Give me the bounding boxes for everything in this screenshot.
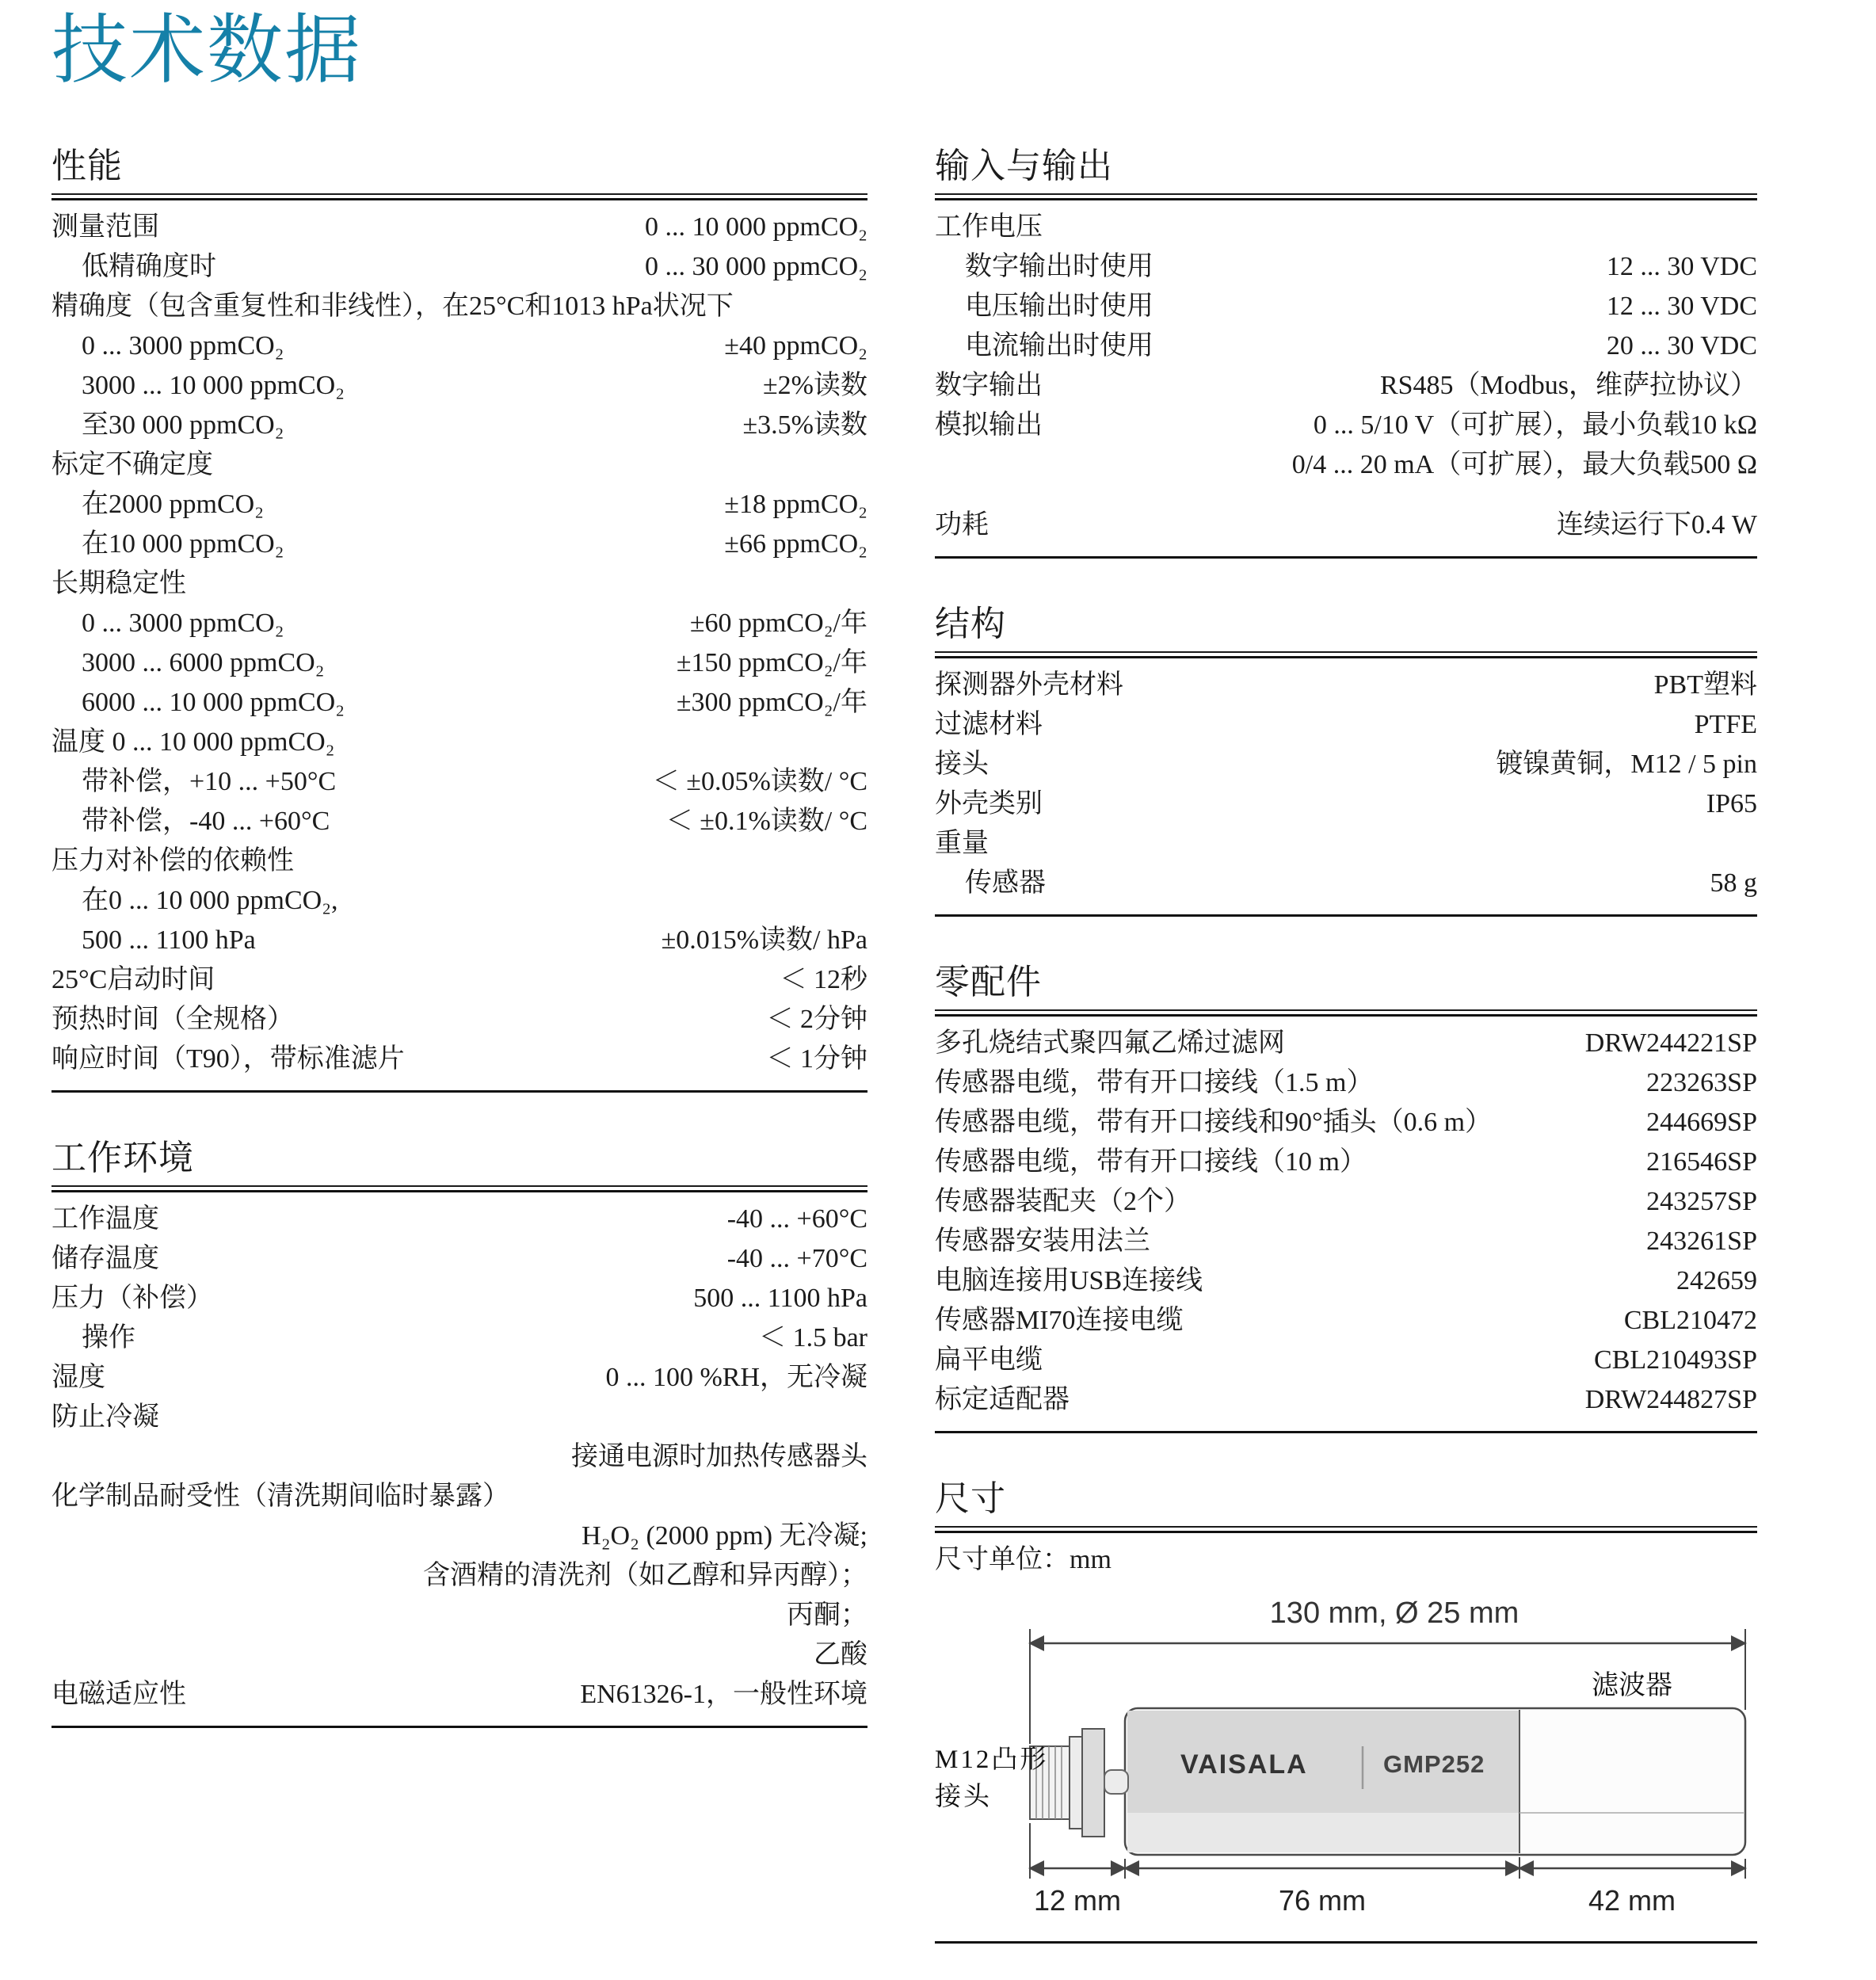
spec-label: 探测器外壳材料 bbox=[935, 670, 1123, 700]
spec-value: 含酒精的清洗剂（如乙醇和异丙醇）； bbox=[423, 1560, 867, 1590]
spec-row bbox=[51, 1200, 867, 1239]
m12-connector-label-line1: M12凸形 bbox=[935, 1745, 1049, 1774]
spec-value: -40 ... +60°C bbox=[726, 1204, 867, 1234]
spec-value: DRW244221SP bbox=[1584, 1028, 1757, 1058]
spec-row bbox=[935, 666, 1757, 705]
spec-value: 242659 bbox=[1676, 1265, 1757, 1295]
environment-table bbox=[51, 1190, 867, 1728]
spec-row bbox=[51, 762, 867, 802]
spec-label: 传感器装配夹（2个） bbox=[935, 1186, 1191, 1216]
spec-label: 至30 000 ppmCO₂ bbox=[82, 410, 284, 440]
spec-label: 25°C启动时间 bbox=[51, 964, 215, 994]
spec-row bbox=[51, 802, 867, 841]
spec-row bbox=[935, 326, 1757, 366]
spec-value: ＜ ±0.05%读数/ °C bbox=[652, 766, 867, 796]
spec-row bbox=[51, 247, 867, 287]
dimension-unit-note: 尺寸单位：mm bbox=[935, 1544, 1111, 1574]
spec-row bbox=[51, 1635, 867, 1675]
section-title-performance: 性能 bbox=[51, 137, 867, 195]
section-title-io: 输入与输出 bbox=[935, 137, 1757, 195]
spec-label: 湿度 bbox=[51, 1362, 105, 1392]
spec-value: ＜ 12秒 bbox=[780, 964, 867, 994]
spec-row bbox=[51, 485, 867, 525]
spec-label: 500 ... 1100 hPa bbox=[82, 925, 256, 955]
dim-total-label: 130 mm, Ø 25 mm bbox=[1269, 1596, 1519, 1630]
spec-value: ±60 ppmCO₂/年 bbox=[689, 608, 867, 638]
spec-value: 12 ... 30 VDC bbox=[1606, 251, 1757, 281]
structure-table bbox=[935, 656, 1757, 917]
spec-value: 0 ... 100 %RH，无冷凝 bbox=[605, 1362, 867, 1392]
spec-row bbox=[935, 1380, 1757, 1420]
spec-row bbox=[51, 1040, 867, 1079]
spec-label: 电磁适应性 bbox=[51, 1679, 186, 1709]
spec-label: 温度 0 ... 10 000 ppmCO₂ bbox=[51, 727, 335, 757]
spec-label: 传感器电缆，带有开口接线和90°插头（0.6 m） bbox=[935, 1107, 1493, 1137]
section-dimensions bbox=[935, 1470, 1757, 1944]
spec-value: -40 ... +70°C bbox=[726, 1243, 867, 1273]
spec-row bbox=[935, 1103, 1757, 1143]
spec-label: 带补偿，-40 ... +60°C bbox=[82, 806, 330, 836]
spec-label: 6000 ... 10 000 ppmCO₂ bbox=[82, 687, 345, 717]
spec-value: 500 ... 1100 hPa bbox=[693, 1283, 867, 1313]
spec-row bbox=[935, 1341, 1757, 1380]
spec-label: 模拟输出 bbox=[935, 410, 1043, 440]
spec-value: ＜ 1.5 bar bbox=[759, 1322, 867, 1352]
vaisala-logo-text: VAISALA bbox=[1180, 1749, 1308, 1780]
accessories-table bbox=[935, 1014, 1757, 1433]
spec-label: 测量范围 bbox=[51, 212, 159, 242]
spec-value: ±66 ppmCO₂ bbox=[724, 528, 867, 559]
spec-label: 低精确度时 bbox=[82, 251, 216, 281]
spec-label: 传感器 bbox=[965, 868, 1046, 898]
spec-row bbox=[51, 1000, 867, 1040]
spec-value: ±3.5%读数 bbox=[742, 410, 867, 440]
spec-label: 标定不确定度 bbox=[51, 449, 213, 479]
spec-row bbox=[935, 208, 1757, 247]
spec-value: ＜ ±0.1%读数/ °C bbox=[665, 806, 867, 836]
spec-row bbox=[51, 921, 867, 960]
spec-value: ±150 ppmCO₂/年 bbox=[676, 647, 867, 677]
spec-label: 传感器MI70连接电缆 bbox=[935, 1305, 1184, 1335]
spec-value: 244669SP bbox=[1646, 1107, 1757, 1137]
spec-row bbox=[51, 1318, 867, 1358]
spec-label: 外壳类别 bbox=[935, 788, 1043, 818]
spec-row bbox=[51, 1675, 867, 1715]
spec-row bbox=[51, 564, 867, 604]
spec-label: 扁平电缆 bbox=[935, 1345, 1043, 1375]
spec-value: 223263SP bbox=[1646, 1067, 1757, 1097]
spec-row bbox=[935, 864, 1757, 903]
spec-label: 长期稳定性 bbox=[51, 568, 186, 598]
section-io bbox=[935, 137, 1757, 559]
spec-row bbox=[935, 247, 1757, 287]
spec-value: 乙酸 bbox=[814, 1639, 867, 1669]
right-column bbox=[935, 137, 1757, 1980]
spec-label: 3000 ... 6000 ppmCO₂ bbox=[82, 647, 325, 677]
section-performance bbox=[51, 137, 867, 1093]
io-table bbox=[935, 198, 1757, 559]
spec-row bbox=[935, 366, 1757, 406]
spec-row bbox=[51, 841, 867, 881]
section-title-dimensions: 尺寸 bbox=[935, 1470, 1757, 1528]
spec-label: 储存温度 bbox=[51, 1243, 159, 1273]
spec-value: ±300 ppmCO₂/年 bbox=[676, 687, 867, 717]
m12-washer bbox=[1070, 1737, 1082, 1829]
spec-label: 工作电压 bbox=[935, 212, 1043, 242]
spec-row bbox=[51, 1437, 867, 1477]
spec-row bbox=[51, 1358, 867, 1398]
dim-12mm-label: 12 mm bbox=[1033, 1883, 1122, 1917]
sensor-lower-band bbox=[1127, 1813, 1519, 1852]
spec-row bbox=[935, 745, 1757, 784]
section-title-accessories: 零配件 bbox=[935, 953, 1757, 1011]
spec-row bbox=[935, 445, 1757, 485]
sensor-diagram bbox=[935, 1589, 1757, 1930]
spec-value: 243257SP bbox=[1646, 1186, 1757, 1216]
spec-value: ＜ 2分钟 bbox=[766, 1004, 867, 1034]
spec-value: EN61326-1，一般性环境 bbox=[580, 1679, 867, 1709]
section-title-environment: 工作环境 bbox=[51, 1129, 867, 1187]
spec-row bbox=[51, 525, 867, 564]
m12-nut bbox=[1082, 1729, 1104, 1837]
spec-row bbox=[935, 705, 1757, 745]
spec-row bbox=[51, 1279, 867, 1318]
spec-label: 功耗 bbox=[935, 509, 989, 540]
spec-value: 丙酮； bbox=[787, 1600, 867, 1630]
section-title-structure: 结构 bbox=[935, 595, 1757, 653]
spec-label: 预热时间（全规格） bbox=[51, 1004, 294, 1034]
spec-value: RS485（Modbus，维萨拉协议） bbox=[1379, 370, 1757, 400]
spec-value: ＜ 1分钟 bbox=[766, 1043, 867, 1074]
spec-value: H₂O₂ (2000 ppm) 无冷凝; bbox=[581, 1520, 867, 1551]
spec-row bbox=[51, 683, 867, 723]
spec-label: 化学制品耐受性（清洗期间临时暴露） bbox=[51, 1481, 509, 1511]
spec-value: CBL210472 bbox=[1623, 1305, 1757, 1335]
spec-row bbox=[51, 1556, 867, 1596]
spec-row bbox=[51, 366, 867, 406]
spec-row bbox=[51, 326, 867, 366]
spec-label: 传感器电缆，带有开口接线（1.5 m） bbox=[935, 1067, 1374, 1097]
spec-value: 20 ... 30 VDC bbox=[1606, 330, 1757, 361]
spec-label: 在0 ... 10 000 ppmCO₂, bbox=[82, 885, 338, 915]
section-environment bbox=[51, 1129, 867, 1728]
spec-label: 过滤材料 bbox=[935, 709, 1043, 739]
spec-row bbox=[935, 1261, 1757, 1301]
spec-label: 精确度（包含重复性和非线性），在25°C和1013 hPa状况下 bbox=[51, 291, 734, 321]
spec-row bbox=[51, 604, 867, 643]
spec-row bbox=[935, 1222, 1757, 1261]
dim-42mm-label: 42 mm bbox=[1588, 1883, 1676, 1917]
filter-label: 滤波器 bbox=[1592, 1670, 1672, 1700]
spec-row bbox=[935, 505, 1757, 545]
spec-label: 数字输出时使用 bbox=[965, 251, 1153, 281]
spec-row bbox=[51, 1477, 867, 1516]
spec-row bbox=[51, 643, 867, 683]
spec-value: 58 g bbox=[1710, 868, 1757, 898]
spec-label: 电压输出时使用 bbox=[965, 291, 1153, 321]
performance-table bbox=[51, 198, 867, 1093]
spec-value: ±40 ppmCO₂ bbox=[724, 330, 867, 361]
spec-value: 镀镍黄铜，M12 / 5 pin bbox=[1496, 749, 1757, 779]
spec-label: 带补偿，+10 ... +50°C bbox=[82, 766, 337, 796]
spec-row bbox=[51, 208, 867, 247]
spec-label: 3000 ... 10 000 ppmCO₂ bbox=[82, 370, 345, 400]
spec-value: ±0.015%读数/ hPa bbox=[661, 925, 867, 955]
doc-title: 技术数据 bbox=[51, 8, 362, 93]
spec-value: 0/4 ... 20 mA（可扩展），最大负载500 Ω bbox=[1291, 449, 1757, 479]
section-structure bbox=[935, 595, 1757, 917]
spec-label: 电脑连接用USB连接线 bbox=[935, 1265, 1203, 1295]
dim-76mm-label: 76 mm bbox=[1278, 1883, 1367, 1917]
spec-label: 标定适配器 bbox=[935, 1384, 1070, 1414]
spec-value: IP65 bbox=[1706, 788, 1757, 818]
spec-value: DRW244827SP bbox=[1584, 1384, 1757, 1414]
spec-value: 243261SP bbox=[1646, 1226, 1757, 1256]
spec-label: 在10 000 ppmCO₂ bbox=[82, 528, 284, 559]
spec-value: 0 ... 10 000 ppmCO₂ bbox=[644, 212, 867, 242]
spec-value: 12 ... 30 VDC bbox=[1606, 291, 1757, 321]
spec-row bbox=[935, 1063, 1757, 1103]
spec-value: ±2%读数 bbox=[763, 370, 867, 400]
two-column-layout bbox=[51, 137, 1757, 1980]
spec-row bbox=[51, 1596, 867, 1635]
spec-value: 216546SP bbox=[1646, 1146, 1757, 1177]
spec-label: 在2000 ppmCO₂ bbox=[82, 489, 265, 519]
spec-label: 响应时间（T90），带标准滤片 bbox=[51, 1043, 405, 1074]
spec-value: CBL210493SP bbox=[1594, 1345, 1757, 1375]
spec-row bbox=[51, 881, 867, 921]
dimensions-table bbox=[935, 1531, 1757, 1944]
left-column bbox=[51, 137, 867, 1764]
spec-row bbox=[935, 784, 1757, 824]
spec-value: 接通电源时加热传感器头 bbox=[571, 1441, 867, 1471]
m12-connector-label-line2: 接头 bbox=[935, 1782, 992, 1811]
spec-row bbox=[51, 1516, 867, 1556]
spec-value: PTFE bbox=[1694, 709, 1757, 739]
spec-label: 电流输出时使用 bbox=[965, 330, 1153, 361]
sensor-nub bbox=[1104, 1770, 1128, 1794]
spec-label: 压力（补偿） bbox=[51, 1283, 213, 1313]
spec-row bbox=[51, 1398, 867, 1437]
spec-row bbox=[51, 445, 867, 485]
spec-label: 压力对补偿的依赖性 bbox=[51, 845, 294, 876]
spec-label: 多孔烧结式聚四氟乙烯过滤网 bbox=[935, 1028, 1285, 1058]
spec-value: 连续运行下0.4 W bbox=[1556, 509, 1757, 540]
section-accessories bbox=[935, 953, 1757, 1433]
spec-label: 操作 bbox=[82, 1322, 135, 1352]
spec-row bbox=[935, 1024, 1757, 1063]
spec-row bbox=[935, 406, 1757, 445]
spec-row bbox=[935, 824, 1757, 864]
spec-label: 重量 bbox=[935, 828, 989, 858]
spec-row bbox=[935, 287, 1757, 326]
spec-row bbox=[935, 1182, 1757, 1222]
spec-row bbox=[51, 1239, 867, 1279]
model-text: GMP252 bbox=[1383, 1749, 1485, 1778]
spec-row bbox=[51, 723, 867, 762]
spec-label: 工作温度 bbox=[51, 1204, 159, 1234]
spec-label: 0 ... 3000 ppmCO₂ bbox=[82, 330, 284, 361]
spec-row bbox=[51, 960, 867, 1000]
spec-row bbox=[51, 287, 867, 326]
spec-label: 数字输出 bbox=[935, 370, 1043, 400]
spec-label: 传感器电缆，带有开口接线（10 m） bbox=[935, 1146, 1367, 1177]
spec-value: 0 ... 5/10 V（可扩展），最小负载10 kΩ bbox=[1313, 410, 1757, 440]
spec-value: ±18 ppmCO₂ bbox=[724, 489, 867, 519]
spec-row bbox=[935, 1143, 1757, 1182]
spec-value: PBT塑料 bbox=[1653, 670, 1757, 700]
dimension-unit-row bbox=[935, 1540, 1757, 1580]
spec-label: 接头 bbox=[935, 749, 989, 779]
sensor-diagram-svg bbox=[935, 1589, 1757, 1918]
spec-label: 0 ... 3000 ppmCO₂ bbox=[82, 608, 284, 638]
spec-value: 0 ... 30 000 ppmCO₂ bbox=[644, 251, 867, 281]
spec-row bbox=[51, 406, 867, 445]
spec-row bbox=[935, 1301, 1757, 1341]
spec-label: 防止冷凝 bbox=[51, 1402, 159, 1432]
spec-label: 传感器安装用法兰 bbox=[935, 1226, 1150, 1256]
